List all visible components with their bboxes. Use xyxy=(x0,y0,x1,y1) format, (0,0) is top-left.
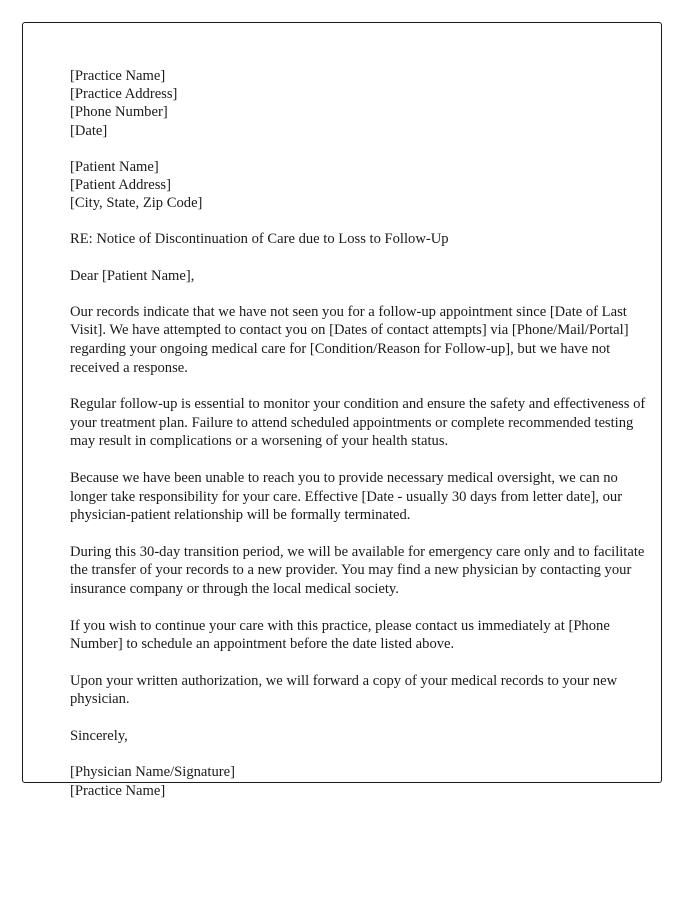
body-paragraph: Regular follow-up is essential to monitor your condition and ensure the safety and effectiveness of your treatment plan. Failure to attend scheduled appointments or complete recommended testing may result in complications or a worsening of your health status. xyxy=(70,396,646,450)
body-paragraph: During this 30-day transition period, we will be available for emergency care only and to facilitate the transfer of your records to a new provider. You may find a new physician by contacting your insurance company or through the local medical society. xyxy=(70,543,645,597)
body-paragraph: Upon your written authorization, we will forward a copy of your medical records to your new physician. xyxy=(70,672,618,708)
signature-line: [Physician Name/Signature] xyxy=(70,764,235,781)
sender-address-block xyxy=(70,67,658,140)
letter-content xyxy=(70,67,658,800)
recipient-line: [Patient Address] xyxy=(70,177,171,194)
closing-line: Sincerely, xyxy=(70,727,128,744)
closing-block xyxy=(70,727,658,745)
sender-line: [Date] xyxy=(70,122,108,139)
sender-line: [Practice Address] xyxy=(70,86,178,103)
body-paragraph: Because we have been unable to reach you to provide necessary medical oversight, we can no longer take responsibility for your care. Effective [Date - usually 30 days from letter date], our physician-patient relationship will be formally terminated. xyxy=(70,469,623,524)
body-paragraph: Our records indicate that we have not seen you for a follow-up appointment since [Date of Last Visit]. We have attempted to contact you on [Dates of contact attempts] via [Phone/Mail/Portal] regarding your ongoing medical care for [Condition/Reason for Follow-up], but we have not received a response. xyxy=(70,303,629,376)
sender-line: [Phone Number] xyxy=(70,104,168,121)
body-paragraph: If you wish to continue your care with this practice, please contact us immediately at [Phone Number] to schedule an appointment before the date listed above. xyxy=(70,617,610,653)
sender-line: [Practice Name] xyxy=(70,68,166,84)
subject-line: RE: Notice of Discontinuation of Care due to Loss to Follow-Up xyxy=(70,231,449,248)
recipient-line: [Patient Name] xyxy=(70,158,159,175)
recipient-address-block xyxy=(70,158,658,213)
salutation-line: Dear [Patient Name], xyxy=(70,267,195,284)
subject-block xyxy=(70,230,658,248)
letter-border-box xyxy=(22,22,662,799)
recipient-line: [City, State, Zip Code] xyxy=(70,195,203,212)
salutation-block xyxy=(70,267,658,285)
signature-line: [Practice Name] xyxy=(70,782,166,799)
signature-block xyxy=(70,763,658,800)
